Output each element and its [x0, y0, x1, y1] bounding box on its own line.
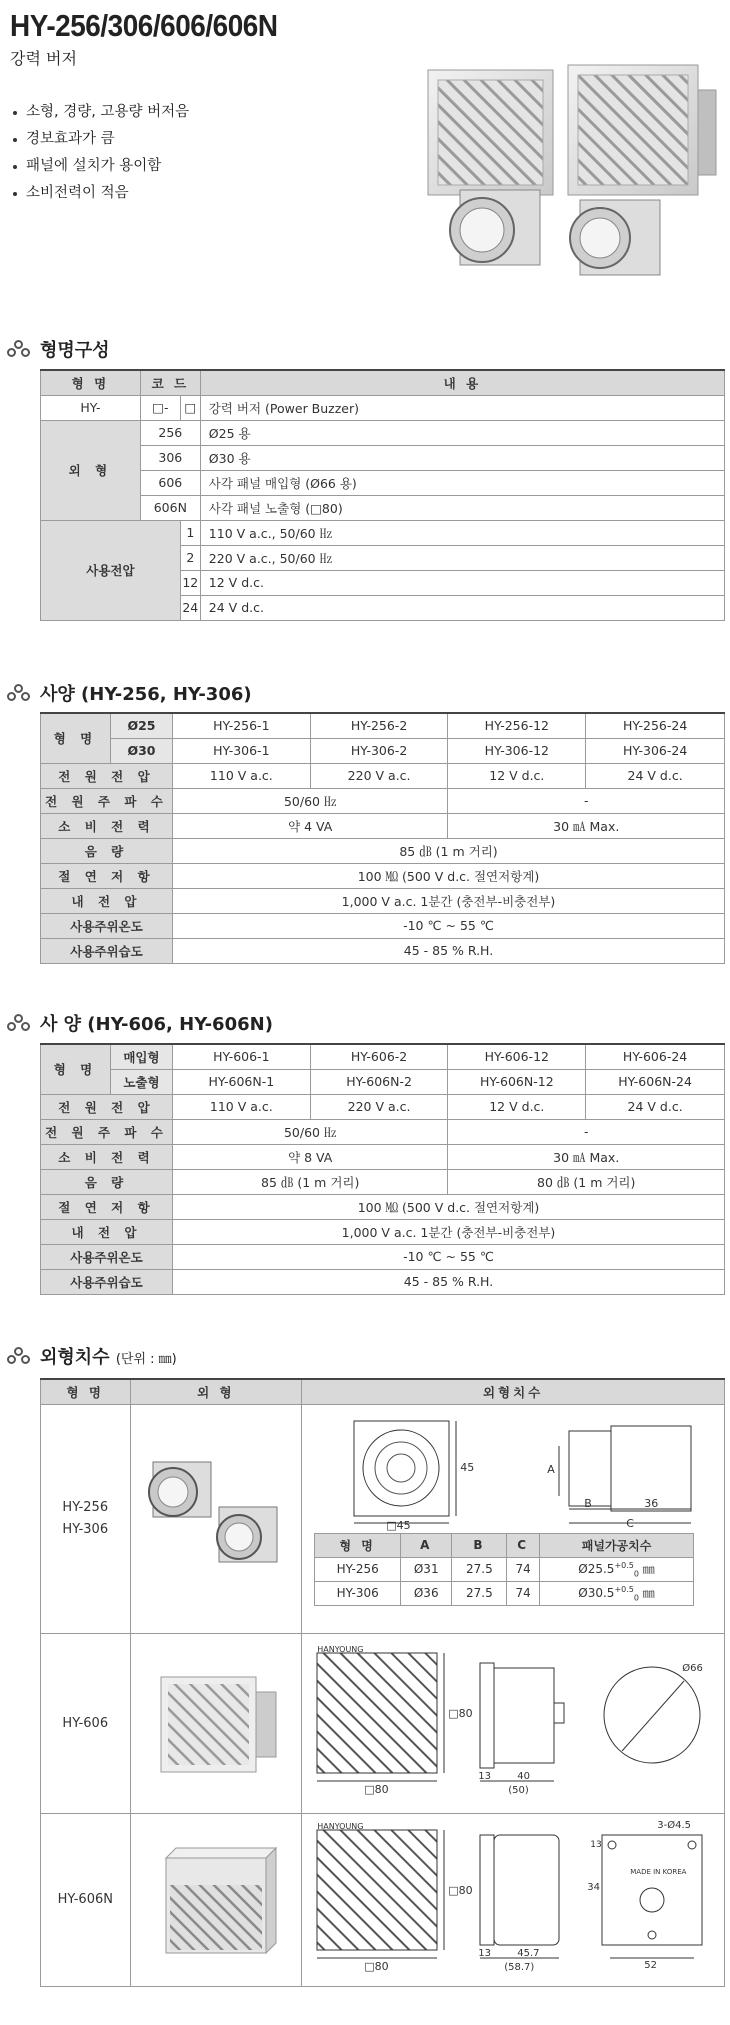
section-title: 사 양 (HY-606, HY-606N) [40, 1014, 273, 1035]
cell: HY-306-12 [448, 738, 586, 763]
cell: 약 8 VA [172, 1144, 447, 1169]
cell: 24 V d.c. [200, 595, 724, 620]
shape-256-306-photo [141, 1452, 291, 1582]
cell: 27.5 [452, 1581, 507, 1605]
cell: 306 [140, 445, 200, 470]
cell: 30 ㎃ Max. [448, 1144, 725, 1169]
row-label: 사용주위습도 [41, 1269, 173, 1294]
dim-label: C [626, 1516, 634, 1530]
dimension-cell [302, 1813, 725, 1986]
drawing-606 [312, 1643, 712, 1803]
cell: 100 ㏁ (500 V d.c. 절연저항계) [172, 863, 724, 888]
col-header: B [452, 1533, 507, 1557]
cell: - [448, 1119, 725, 1144]
cell: 매입형 [110, 1044, 172, 1069]
cell: HY-306-24 [586, 738, 725, 763]
cell: 24 [180, 595, 200, 620]
cell: 45 - 85 % R.H. [172, 938, 724, 963]
dim-label: 45 [460, 1460, 475, 1474]
cell: 사각 패널 노출형 (□80) [200, 495, 724, 520]
cell: -10 ℃ ~ 55 ℃ [172, 1244, 724, 1269]
spec-table-256-306 [40, 712, 725, 964]
shape-cell [130, 1633, 302, 1813]
cell: -10 ℃ ~ 55 ℃ [172, 913, 724, 938]
cell: HY-606N-12 [448, 1069, 586, 1094]
cell: HY-606-24 [586, 1044, 725, 1069]
dim-label: 34 [587, 1881, 600, 1893]
cell: 24 V d.c. [586, 1094, 725, 1119]
col-header: A [401, 1533, 452, 1557]
cell: Ø36 [401, 1581, 452, 1605]
feature-list [10, 99, 307, 207]
cell: 220 V a.c., 50/60 ㎐ [200, 545, 724, 570]
cell: 110 V a.c., 50/60 ㎐ [200, 520, 724, 545]
product-subtitle: 강력 버저 [10, 49, 77, 68]
cell [539, 1581, 693, 1605]
cell: HY-606-12 [448, 1044, 586, 1069]
cell: - [448, 788, 725, 813]
panel-cut-value: Ø25.5 [578, 1561, 615, 1576]
tolerance-zero: 0 [633, 1593, 639, 1603]
cell: 1 [180, 520, 200, 545]
shape-cell [130, 1813, 302, 1986]
cell: 강력 버저 (Power Buzzer) [200, 395, 724, 420]
dim-label: (50) [508, 1785, 529, 1796]
row-label: 형 명 [41, 713, 111, 763]
cell: 85 ㏈ (1 m 거리) [172, 838, 724, 863]
cell: HY-256-2 [310, 713, 448, 738]
cell: Ø30 [110, 738, 172, 763]
cell: 220 V a.c. [310, 763, 448, 788]
row-label: 소 비 전 력 [41, 813, 173, 838]
section-title [40, 1343, 177, 1369]
cell: 약 4 VA [172, 813, 448, 838]
cell: 1,000 V a.c. 1분간 (충전부-비충전부) [172, 1219, 724, 1244]
brand-label: HANYOUNG [317, 1645, 364, 1654]
dim-label: 13 [478, 1947, 491, 1959]
row-label: 전 원 주 파 수 [41, 788, 173, 813]
cell: 606 [140, 470, 200, 495]
section-heading [6, 680, 252, 706]
dimensions-table [40, 1378, 725, 1987]
row-label: 사용전압 [41, 520, 181, 620]
row-label: 내 전 압 [41, 1219, 173, 1244]
dim-label: B [584, 1496, 592, 1510]
spec-table-606 [40, 1043, 725, 1295]
section-heading [6, 1010, 273, 1036]
cell: 50/60 ㎐ [172, 1119, 447, 1144]
model-cell [41, 1404, 131, 1633]
model-name: HY-606 [41, 1633, 131, 1813]
cell: 74 [507, 1581, 539, 1605]
dimension-cell [302, 1404, 725, 1633]
feature-item: 패널에 설치가 용이함 [10, 153, 307, 180]
cell: 12 [180, 570, 200, 595]
cell: □ [180, 395, 200, 420]
cell: HY-306 [315, 1581, 401, 1605]
section-bullet-icon [6, 1347, 32, 1365]
drawing-256-306 [314, 1411, 714, 1533]
col-header: 내 용 [200, 370, 724, 395]
dim-label: 40 [517, 1771, 530, 1782]
dim-label: □80 [448, 1883, 473, 1897]
dim-label: 52 [644, 1959, 657, 1971]
cell: 45 - 85 % R.H. [172, 1269, 724, 1294]
dim-label: 3-Ø4.5 [657, 1819, 691, 1831]
cell: 220 V a.c. [310, 1094, 448, 1119]
row-label: 음 량 [41, 1169, 173, 1194]
made-label: MADE IN KOREA [630, 1867, 687, 1876]
cell: 사각 패널 매입형 (Ø66 용) [200, 470, 724, 495]
cell: Ø25 [110, 713, 172, 738]
model-name: HY-256 [62, 1499, 109, 1515]
dim-label: 36 [644, 1496, 659, 1510]
row-label: 내 전 압 [41, 888, 173, 913]
row-label: 사용주위온도 [41, 1244, 173, 1269]
cell: HY-306-2 [310, 738, 448, 763]
cell: 80 ㏈ (1 m 거리) [448, 1169, 725, 1194]
section-unit: (단위 : ㎜) [115, 1352, 177, 1367]
model-name: HY-606N [41, 1813, 131, 1986]
row-label: 사용주위온도 [41, 913, 173, 938]
section-heading [6, 336, 110, 362]
dim-label: □80 [364, 1783, 389, 1796]
row-label: 형 명 [41, 1044, 111, 1094]
section-title-text: 외형치수 [40, 1347, 110, 1368]
cell: HY-256 [315, 1557, 401, 1581]
cell: 노출형 [110, 1069, 172, 1094]
dimension-cell [302, 1633, 725, 1813]
row-label: 사용주위습도 [41, 938, 173, 963]
cell: HY-306-1 [172, 738, 310, 763]
cell: HY-606N-2 [310, 1069, 448, 1094]
col-header: 형 명 [315, 1533, 401, 1557]
cell: 110 V a.c. [172, 1094, 310, 1119]
cell [539, 1557, 693, 1581]
cell: 27.5 [452, 1557, 507, 1581]
cell: 606N [140, 495, 200, 520]
product-photo [420, 55, 720, 295]
dim-label: A [547, 1462, 555, 1476]
drawing-606n [312, 1820, 712, 1980]
cell: HY-606N-24 [586, 1069, 725, 1094]
cell: 110 V a.c. [172, 763, 310, 788]
col-header: 코 드 [140, 370, 200, 395]
section-title: 형명구성 [40, 340, 110, 361]
row-label: 전 원 전 압 [41, 763, 173, 788]
cell: 85 ㏈ (1 m 거리) [172, 1169, 447, 1194]
cell: 1,000 V a.c. 1분간 (충전부-비충전부) [172, 888, 724, 913]
cell: 256 [140, 420, 200, 445]
brand-label: HANYOUNG [317, 1821, 364, 1831]
unit-label: ㎜ [642, 1561, 655, 1576]
product-title: HY-256/306/606/606N [10, 8, 278, 43]
dim-label: 45.7 [517, 1947, 540, 1959]
row-label: 절 연 저 항 [41, 863, 173, 888]
cell: □- [140, 395, 180, 420]
unit-label: ㎜ [642, 1585, 655, 1600]
cell: HY-256-24 [586, 713, 725, 738]
section-title: 사양 (HY-256, HY-306) [40, 684, 252, 705]
shape-606-photo [146, 1657, 286, 1787]
cell: HY- [41, 395, 141, 420]
feature-item: 소비전력이 적음 [10, 180, 307, 207]
cell: 50/60 ㎐ [172, 788, 448, 813]
row-label: 전 원 주 파 수 [41, 1119, 173, 1144]
cell: HY-256-12 [448, 713, 586, 738]
dim-label: (58.7) [504, 1961, 535, 1973]
cell: 30 ㎃ Max. [448, 813, 725, 838]
dim-label: 13 [590, 1839, 602, 1850]
dim-label: □80 [364, 1959, 389, 1973]
dim-label: □45 [386, 1518, 411, 1532]
col-header: 패널가공치수 [539, 1533, 693, 1557]
cell: HY-256-1 [172, 713, 310, 738]
cell: HY-606N-1 [172, 1069, 310, 1094]
row-label: 외 형 [41, 420, 141, 520]
feature-item: 경보효과가 큼 [10, 126, 307, 153]
dim-label: Ø66 [682, 1663, 703, 1674]
col-header: 외 형 [130, 1379, 302, 1404]
product-header [10, 8, 307, 207]
cell: 12 V d.c. [448, 763, 586, 788]
cell: HY-606-1 [172, 1044, 310, 1069]
row-label: 소 비 전 력 [41, 1144, 173, 1169]
cell: 12 V d.c. [448, 1094, 586, 1119]
cell: 74 [507, 1557, 539, 1581]
cell: 2 [180, 545, 200, 570]
section-bullet-icon [6, 684, 32, 702]
col-header: 형 명 [41, 1379, 131, 1404]
panel-cut-value: Ø30.5 [578, 1585, 615, 1600]
composition-table [40, 369, 725, 621]
section-bullet-icon [6, 340, 32, 358]
cell: Ø30 용 [200, 445, 724, 470]
col-header: 외형치수 [302, 1379, 725, 1404]
shape-606n-photo [146, 1833, 286, 1963]
row-label: 전 원 전 압 [41, 1094, 173, 1119]
cell: 24 V d.c. [586, 763, 725, 788]
model-name: HY-306 [62, 1521, 109, 1537]
tolerance-plus: +0.5 [614, 1560, 634, 1570]
col-header: C [507, 1533, 539, 1557]
cell: HY-606-2 [310, 1044, 448, 1069]
row-label: 음 량 [41, 838, 173, 863]
cell: 12 V d.c. [200, 570, 724, 595]
dim-label: □80 [448, 1707, 473, 1720]
col-header: 형 명 [41, 370, 141, 395]
tolerance-plus: +0.5 [614, 1584, 634, 1594]
dimension-subtable [314, 1533, 694, 1606]
tolerance-zero: 0 [633, 1569, 639, 1579]
cell: 100 ㏁ (500 V d.c. 절연저항계) [172, 1194, 724, 1219]
section-bullet-icon [6, 1014, 32, 1032]
dim-label: 13 [478, 1771, 491, 1782]
cell: Ø25 용 [200, 420, 724, 445]
cell: Ø31 [401, 1557, 452, 1581]
section-heading [6, 1343, 177, 1369]
row-label: 절 연 저 항 [41, 1194, 173, 1219]
feature-item: 소형, 경량, 고용량 버저음 [10, 99, 307, 126]
shape-cell [130, 1404, 302, 1633]
